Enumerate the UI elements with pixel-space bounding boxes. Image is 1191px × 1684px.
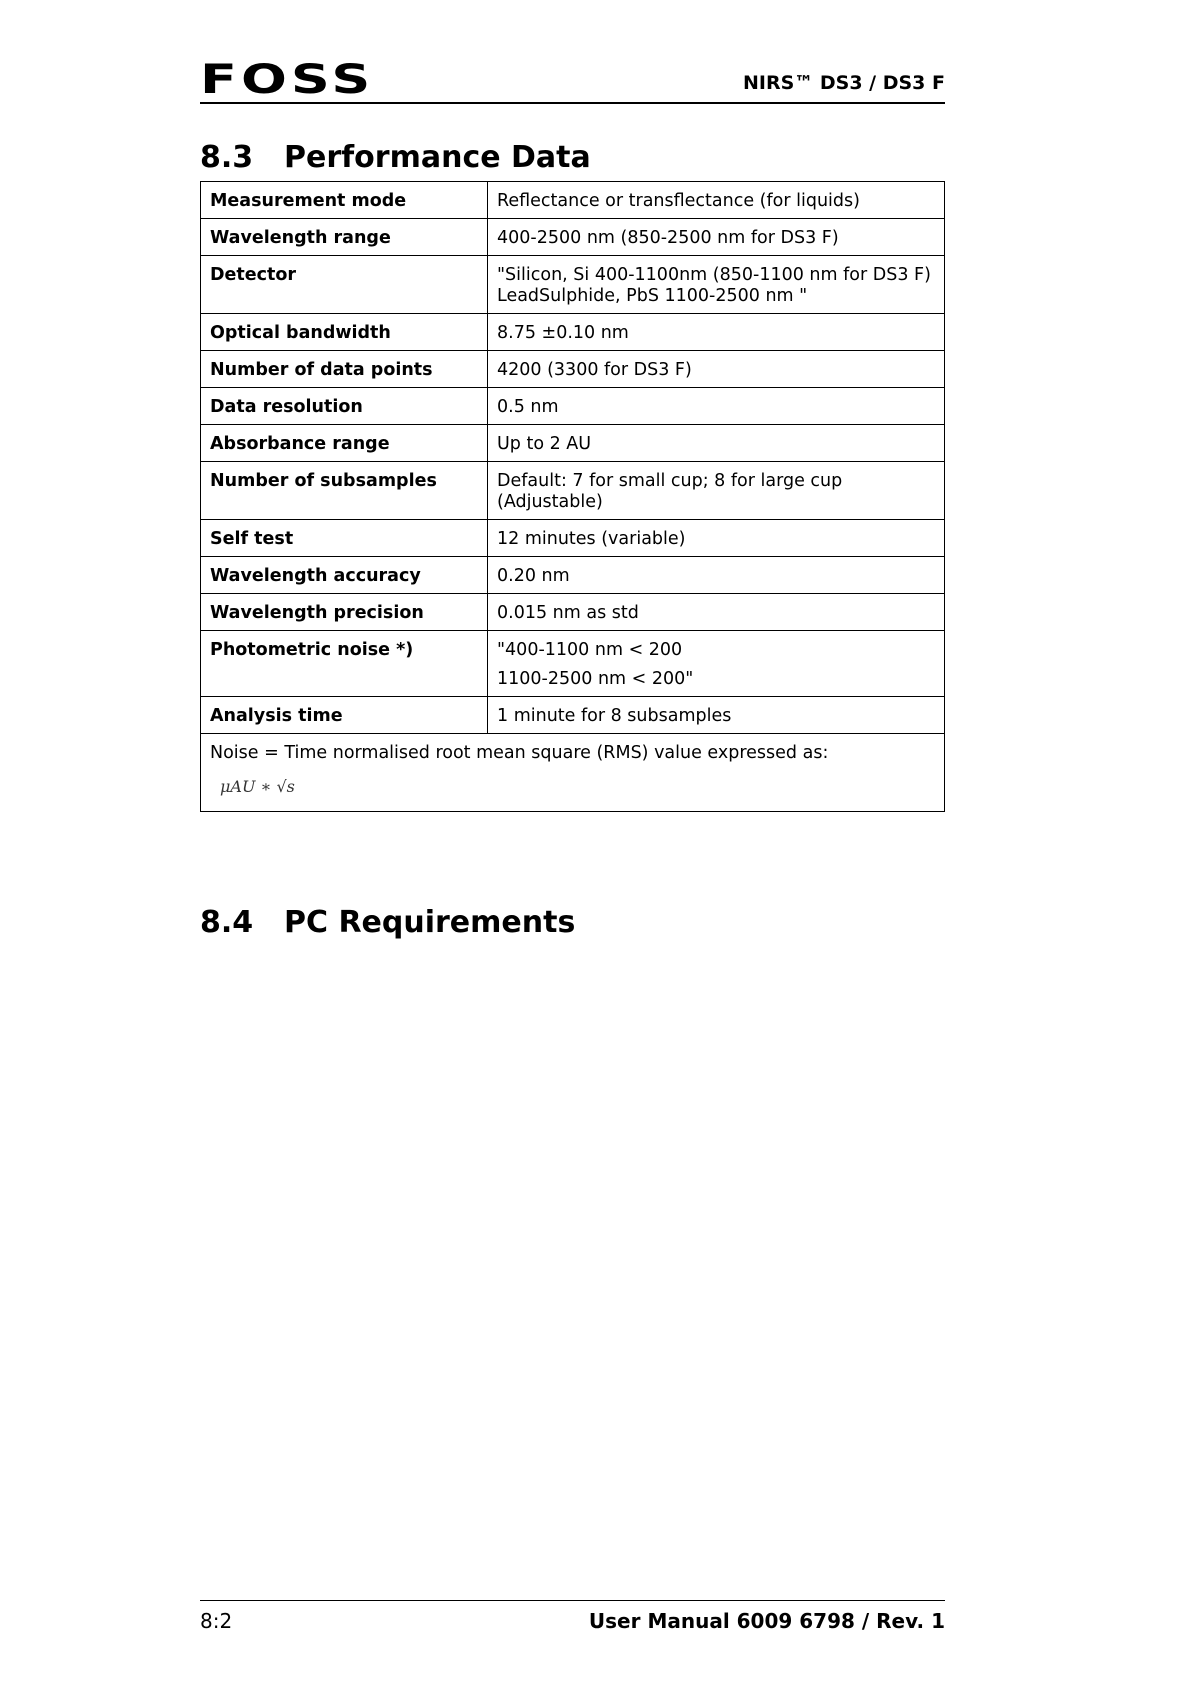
table-row bbox=[201, 557, 945, 594]
value-line: 400-2500 nm (850-2500 nm for DS3 F) bbox=[497, 228, 839, 248]
value-line: LeadSulphide, PbS 1100-2500 nm " bbox=[497, 286, 808, 306]
row-value bbox=[488, 351, 945, 388]
noise-note bbox=[201, 734, 945, 812]
row-label: Optical bandwidth bbox=[201, 314, 488, 351]
note-text: Noise = Time normalised root mean square (RMS) value expressed as: bbox=[210, 743, 829, 763]
value-line: (Adjustable) bbox=[497, 492, 603, 512]
row-label: Self test bbox=[201, 520, 488, 557]
row-label: Detector bbox=[201, 256, 488, 314]
table-row bbox=[201, 219, 945, 256]
foss-logo: FOSS bbox=[200, 57, 375, 103]
row-value bbox=[488, 219, 945, 256]
row-label: Photometric noise *) bbox=[201, 631, 488, 697]
value-line: 0.015 nm as std bbox=[497, 603, 639, 623]
row-value bbox=[488, 594, 945, 631]
table-row bbox=[201, 182, 945, 219]
row-value bbox=[488, 697, 945, 734]
row-label: Wavelength range bbox=[201, 219, 488, 256]
value-line: 1100-2500 nm < 200" bbox=[497, 669, 694, 689]
table-row bbox=[201, 697, 945, 734]
performance-table bbox=[200, 181, 945, 812]
row-value bbox=[488, 314, 945, 351]
row-label: Data resolution bbox=[201, 388, 488, 425]
manual-reference: User Manual 6009 6798 / Rev. 1 bbox=[588, 1609, 945, 1633]
table-row bbox=[201, 256, 945, 314]
section-heading-performance-data bbox=[200, 140, 591, 175]
table-row bbox=[201, 351, 945, 388]
row-label: Absorbance range bbox=[201, 425, 488, 462]
row-label: Analysis time bbox=[201, 697, 488, 734]
section-number: 8.3 bbox=[200, 140, 254, 175]
section-heading-pc-requirements bbox=[200, 905, 575, 940]
row-label: Measurement mode bbox=[201, 182, 488, 219]
value-line: "Silicon, Si 400-1100nm (850-1100 nm for DS3 F) bbox=[497, 265, 931, 285]
value-line: Up to 2 AU bbox=[497, 434, 592, 454]
table-row bbox=[201, 520, 945, 557]
page-header bbox=[200, 57, 945, 104]
table-note-row bbox=[201, 734, 945, 812]
table-row bbox=[201, 314, 945, 351]
page-number: 8:2 bbox=[200, 1609, 233, 1633]
table-row bbox=[201, 594, 945, 631]
value-line: 0.20 nm bbox=[497, 566, 570, 586]
row-value bbox=[488, 256, 945, 314]
row-value bbox=[488, 425, 945, 462]
product-name: NIRS™ DS3 / DS3 F bbox=[742, 72, 945, 94]
value-line: "400-1100 nm < 200 bbox=[497, 640, 683, 660]
noise-formula: μAU ∗ √s bbox=[220, 777, 295, 796]
table-row bbox=[201, 631, 945, 697]
value-line: 4200 (3300 for DS3 F) bbox=[497, 360, 692, 380]
row-value bbox=[488, 182, 945, 219]
value-line: Reflectance or transflectance (for liquids) bbox=[497, 191, 860, 211]
row-label: Number of data points bbox=[201, 351, 488, 388]
row-label: Wavelength accuracy bbox=[201, 557, 488, 594]
page-footer bbox=[200, 1600, 945, 1633]
row-label: Number of subsamples bbox=[201, 462, 488, 520]
value-line: 12 minutes (variable) bbox=[497, 529, 686, 549]
value-line: 1 minute for 8 subsamples bbox=[497, 706, 732, 726]
row-value bbox=[488, 631, 945, 697]
value-line: 8.75 ±0.10 nm bbox=[497, 323, 629, 343]
row-value bbox=[488, 520, 945, 557]
section-title: PC Requirements bbox=[284, 905, 576, 940]
section-title: Performance Data bbox=[284, 140, 591, 175]
row-label: Wavelength precision bbox=[201, 594, 488, 631]
value-line: 0.5 nm bbox=[497, 397, 559, 417]
row-value bbox=[488, 557, 945, 594]
row-value bbox=[488, 388, 945, 425]
table-row bbox=[201, 425, 945, 462]
table-row bbox=[201, 462, 945, 520]
row-value bbox=[488, 462, 945, 520]
value-line: Default: 7 for small cup; 8 for large cup bbox=[497, 471, 843, 491]
section-number: 8.4 bbox=[200, 905, 254, 940]
table-row bbox=[201, 388, 945, 425]
